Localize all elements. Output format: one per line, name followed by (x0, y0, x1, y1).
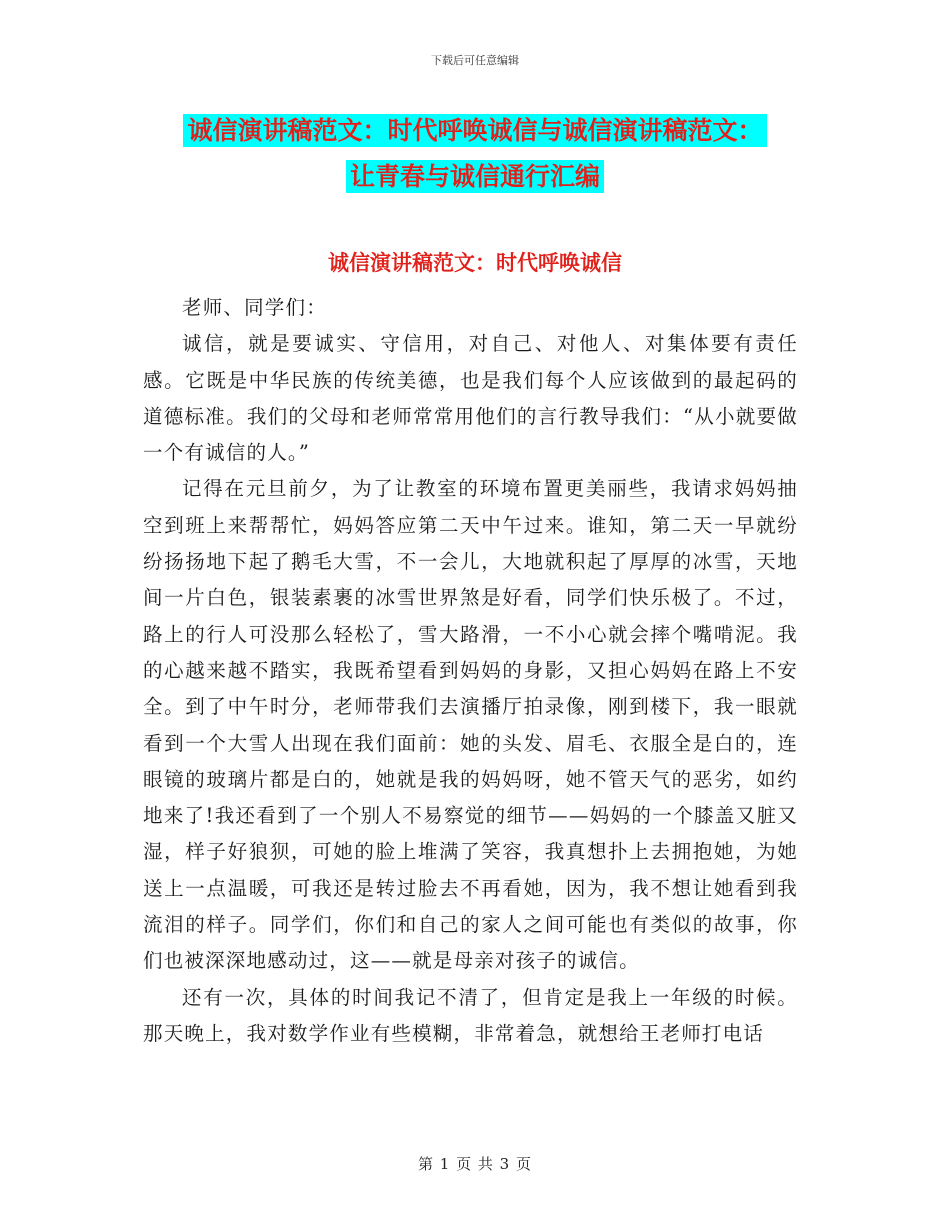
paragraph: 还有一次，具体的时间我记不清了，但肯定是我上一年级的时候。那天晚上，我对数学作业有些模糊，非常着急，就想给王老师打电话 (143, 985, 798, 1045)
paragraph: 记得在元旦前夕，为了让教室的环境布置更美丽些，我请求妈妈抽空到班上来帮帮忙，妈妈答应第二天中午过来。谁知，第二天一早就纷纷扬扬地下起了鹅毛大雪，不一会儿，大地就积起了厚厚的冰雪，天地间一片白色，银装素裹的冰雪世界煞是好看，同学们快乐极了。不过，路上的行人可没那么轻松了，雪大路滑，一不小心就会摔个嘴啃泥。我的心越来越不踏实，我既希望看到妈妈的身影，又担心妈妈在路上不安全。到了中午时分，老师带我们去演播厅拍录像，刚到楼下，我一眼就看到一个大雪人出现在我们面前：她的头发、眉毛、衣服全是白的，连眼镜的玻璃片都是白的，她就是我的妈妈呀，她不管天气的恶劣，如约地来了!我还看到了一个别人不易察觉的细节——妈妈的一个膝盖又脏又湿，样子好狼狈，可她的脸上堆满了笑容，我真想扑上去拥抱她，为她送上一点温暖，可我还是转过脸去不再看她，因为，我不想让她看到我流泪的样子。同学们，你们和自己的家人之间可能也有类似的故事，你们也被深深地感动过，这——就是母亲对孩子的诚信。 (143, 477, 798, 973)
paragraph-salutation: 老师、同学们： (182, 296, 327, 319)
page-header-note: 下载后可任意编辑 (431, 54, 519, 67)
page-footer-page-number: 第 1 页 共 3 页 (418, 1155, 532, 1173)
document-body (143, 290, 798, 1052)
document-title-line-1: 诚信演讲稿范文：时代呼唤诚信与诚信演讲稿范文： (183, 114, 766, 147)
paragraph: 诚信，就是要诚实、守信用，对自己、对他人、对集体要有责任感。它既是中华民族的传统美德，也是我们每个人应该做到的最起码的道德标准。我们的父母和老师常常用他们的言行教导我们：“从小就要做一个有诚信的人。” (143, 332, 798, 465)
section-title: 诚信演讲稿范文：时代呼唤诚信 (328, 250, 622, 275)
document-title (0, 108, 950, 200)
document-title-line-2: 让青春与诚信通行汇编 (346, 160, 604, 193)
